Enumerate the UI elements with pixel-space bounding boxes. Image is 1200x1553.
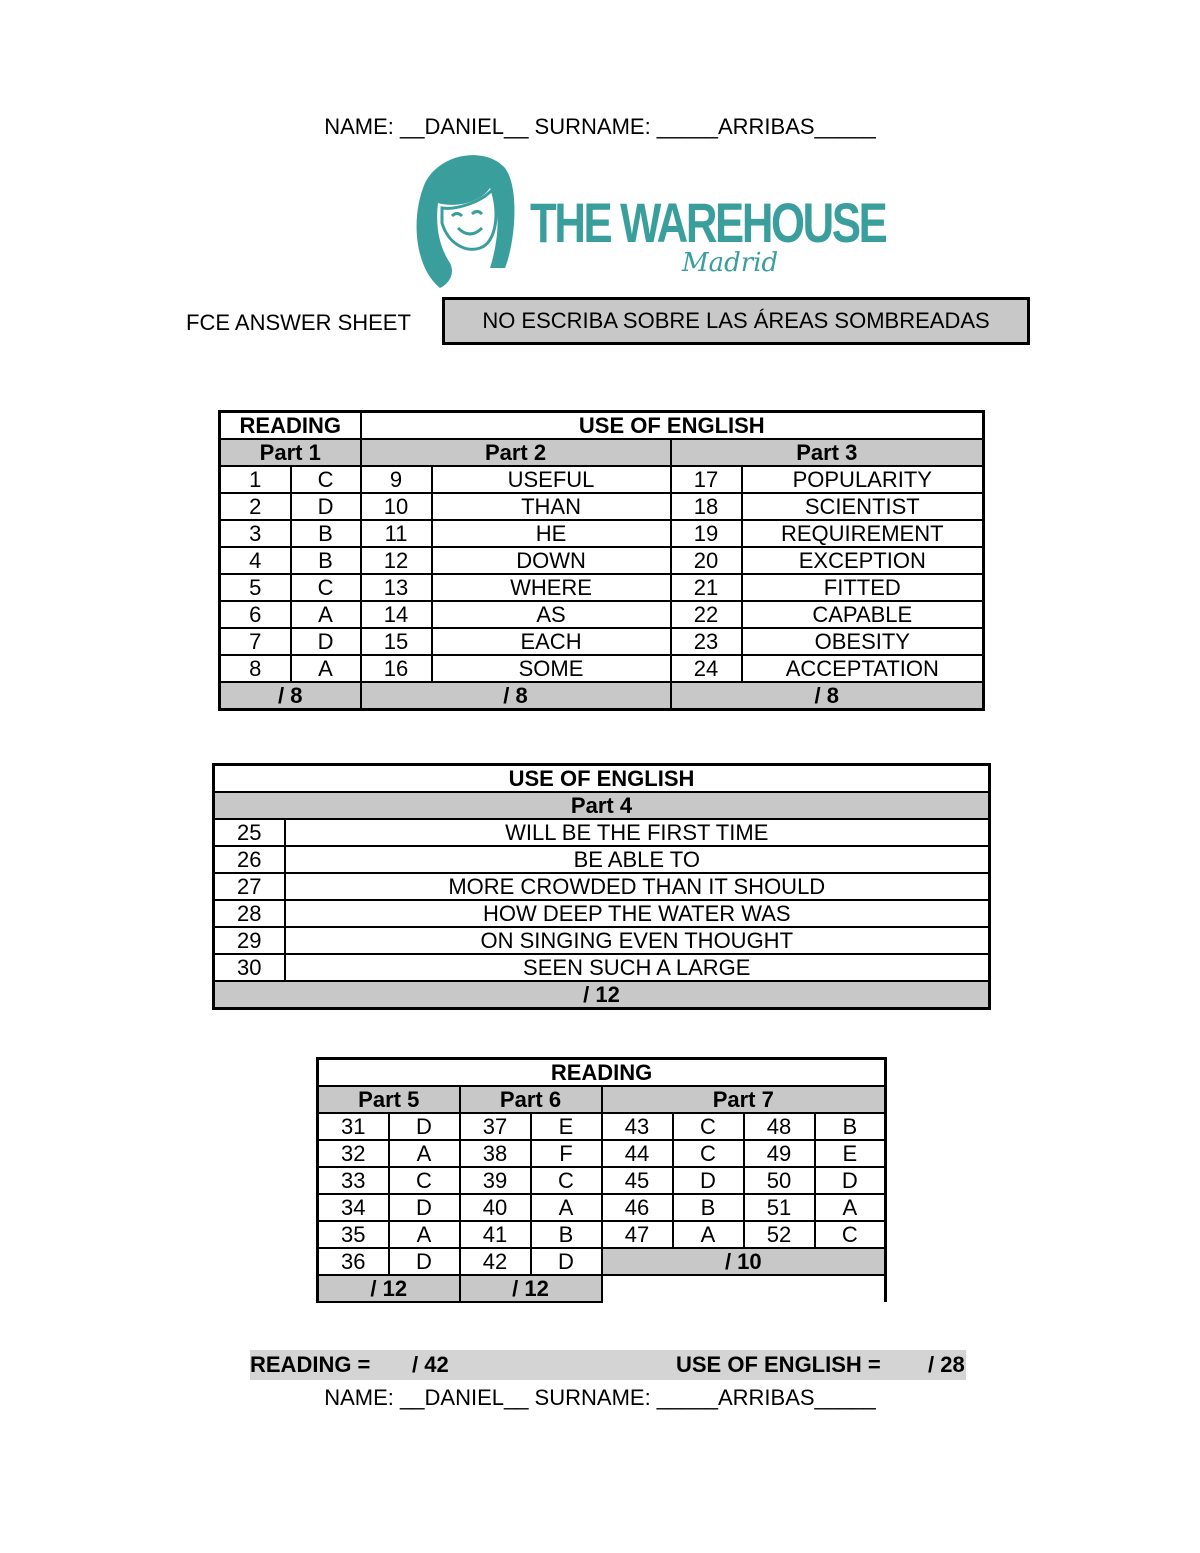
- answer-cell: ON SINGING EVEN THOUGHT: [285, 927, 990, 954]
- question-number: 32: [318, 1140, 389, 1167]
- part5-header: Part 5: [318, 1086, 460, 1113]
- question-number: 36: [318, 1248, 389, 1275]
- answer-cell: OBESITY: [742, 628, 984, 655]
- name-line-bottom: NAME: __DANIEL__ SURNAME: _____ARRIBAS_____: [324, 1385, 876, 1410]
- shaded-area-warning: [442, 297, 1030, 345]
- part5-score: / 12: [318, 1275, 460, 1302]
- question-number: 42: [460, 1248, 531, 1275]
- use-of-english-total-score: / 28: [928, 1352, 965, 1377]
- answer-cell: C: [673, 1113, 744, 1140]
- question-number: 24: [671, 655, 742, 682]
- answer-cell: POPULARITY: [742, 466, 984, 493]
- answer-cell: C: [291, 574, 361, 601]
- table-row: [220, 601, 984, 628]
- question-number: 6: [220, 601, 291, 628]
- question-number: 26: [214, 846, 285, 873]
- answer-cell: SOME: [432, 655, 671, 682]
- table-row: [220, 520, 984, 547]
- answer-cell: D: [531, 1248, 602, 1275]
- question-number: 44: [602, 1140, 673, 1167]
- question-number: 33: [318, 1167, 389, 1194]
- answer-cell: C: [291, 466, 361, 493]
- question-number: 46: [602, 1194, 673, 1221]
- answer-cell: AS: [432, 601, 671, 628]
- total-score-bar: [250, 1350, 966, 1380]
- answer-cell: MORE CROWDED THAN IT SHOULD: [285, 873, 990, 900]
- question-number: 8: [220, 655, 291, 682]
- answer-cell: B: [815, 1113, 886, 1140]
- warning-text: NO ESCRIBA SOBRE LAS ÁREAS SOMBREADAS: [482, 308, 990, 333]
- table-row: [318, 1194, 886, 1221]
- part1-header: Part 1: [220, 439, 361, 466]
- table-row: [220, 466, 984, 493]
- question-number: 22: [671, 601, 742, 628]
- answer-cell: A: [291, 655, 361, 682]
- answer-cell: D: [389, 1194, 460, 1221]
- question-number: 49: [744, 1140, 815, 1167]
- table-row: [214, 819, 990, 846]
- question-number: 40: [460, 1194, 531, 1221]
- question-number: 45: [602, 1167, 673, 1194]
- question-number: 25: [214, 819, 285, 846]
- question-number: 41: [460, 1221, 531, 1248]
- question-number: 27: [214, 873, 285, 900]
- answer-cell: DOWN: [432, 547, 671, 574]
- empty-cell: [602, 1275, 886, 1302]
- answer-cell: EXCEPTION: [742, 547, 984, 574]
- table-row: [214, 873, 990, 900]
- table-row: [318, 1113, 886, 1140]
- answer-cell: HE: [432, 520, 671, 547]
- answer-cell: HOW DEEP THE WATER WAS: [285, 900, 990, 927]
- question-number: 13: [361, 574, 432, 601]
- table-row: [220, 547, 984, 574]
- answer-cell: A: [531, 1194, 602, 1221]
- answer-cell: REQUIREMENT: [742, 520, 984, 547]
- question-number: 7: [220, 628, 291, 655]
- question-number: 35: [318, 1221, 389, 1248]
- question-number: 38: [460, 1140, 531, 1167]
- logo-subtitle: Madrid: [682, 248, 779, 278]
- answer-cell: CAPABLE: [742, 601, 984, 628]
- reading-parts-5-7-table: [316, 1057, 887, 1303]
- table-row: [220, 628, 984, 655]
- table-row: [214, 927, 990, 954]
- part6-header: Part 6: [460, 1086, 602, 1113]
- part3-header: Part 3: [671, 439, 984, 466]
- question-number: 34: [318, 1194, 389, 1221]
- logo-title: THE WAREHOUSE: [530, 191, 886, 254]
- question-number: 18: [671, 493, 742, 520]
- question-number: 4: [220, 547, 291, 574]
- question-number: 1: [220, 466, 291, 493]
- answer-cell: ACCEPTATION: [742, 655, 984, 682]
- question-number: 47: [602, 1221, 673, 1248]
- question-number: 48: [744, 1113, 815, 1140]
- question-number: 20: [671, 547, 742, 574]
- answer-cell: A: [291, 601, 361, 628]
- question-number: 23: [671, 628, 742, 655]
- table-row: [318, 1221, 886, 1248]
- answer-cell: D: [291, 628, 361, 655]
- answer-cell: USEFUL: [432, 466, 671, 493]
- answer-cell: B: [673, 1194, 744, 1221]
- table-row: [214, 846, 990, 873]
- answer-cell: C: [815, 1221, 886, 1248]
- table-row: [220, 574, 984, 601]
- answer-cell: D: [291, 493, 361, 520]
- question-number: 51: [744, 1194, 815, 1221]
- table-row: [318, 1248, 886, 1275]
- question-number: 29: [214, 927, 285, 954]
- reading-header: READING: [318, 1059, 886, 1087]
- question-number: 50: [744, 1167, 815, 1194]
- question-number: 37: [460, 1113, 531, 1140]
- question-number: 21: [671, 574, 742, 601]
- question-number: 10: [361, 493, 432, 520]
- table-row: [220, 655, 984, 682]
- answer-cell: E: [531, 1113, 602, 1140]
- answer-cell: C: [389, 1167, 460, 1194]
- answer-cell: EACH: [432, 628, 671, 655]
- part2-header: Part 2: [361, 439, 671, 466]
- question-number: 15: [361, 628, 432, 655]
- question-number: 17: [671, 466, 742, 493]
- table-row: [214, 954, 990, 981]
- question-number: 39: [460, 1167, 531, 1194]
- question-number: 11: [361, 520, 432, 547]
- answer-cell: WILL BE THE FIRST TIME: [285, 819, 990, 846]
- answer-cell: THAN: [432, 493, 671, 520]
- reading-total-score: / 42: [412, 1352, 449, 1377]
- part4-header: Part 4: [214, 792, 990, 819]
- answer-cell: BE ABLE TO: [285, 846, 990, 873]
- answer-cell: D: [815, 1167, 886, 1194]
- sheet-label: FCE ANSWER SHEET: [186, 310, 411, 335]
- question-number: 5: [220, 574, 291, 601]
- part7-header: Part 7: [602, 1086, 886, 1113]
- answer-cell: C: [673, 1140, 744, 1167]
- name-line-top: NAME: __DANIEL__ SURNAME: _____ARRIBAS_____: [324, 114, 876, 139]
- answer-cell: FITTED: [742, 574, 984, 601]
- answer-cell: B: [291, 547, 361, 574]
- answer-cell: A: [389, 1221, 460, 1248]
- question-number: 12: [361, 547, 432, 574]
- question-number: 3: [220, 520, 291, 547]
- question-number: 19: [671, 520, 742, 547]
- reading-use-of-english-table: [218, 410, 985, 711]
- answer-cell: F: [531, 1140, 602, 1167]
- answer-cell: D: [389, 1113, 460, 1140]
- question-number: 31: [318, 1113, 389, 1140]
- table-row: [318, 1167, 886, 1194]
- girl-face-icon: [410, 148, 520, 298]
- part7-score: / 10: [602, 1248, 886, 1275]
- question-number: 52: [744, 1221, 815, 1248]
- part1-score: / 8: [220, 682, 361, 710]
- answer-cell: WHERE: [432, 574, 671, 601]
- answer-cell: A: [389, 1140, 460, 1167]
- table-row: [318, 1140, 886, 1167]
- answer-cell: A: [815, 1194, 886, 1221]
- question-number: 30: [214, 954, 285, 981]
- table-row: [220, 493, 984, 520]
- question-number: 28: [214, 900, 285, 927]
- warehouse-logo: [410, 148, 886, 298]
- part2-score: / 8: [361, 682, 671, 710]
- question-number: 14: [361, 601, 432, 628]
- answer-cell: SEEN SUCH A LARGE: [285, 954, 990, 981]
- question-number: 43: [602, 1113, 673, 1140]
- answer-cell: B: [531, 1221, 602, 1248]
- answer-cell: C: [531, 1167, 602, 1194]
- question-number: 16: [361, 655, 432, 682]
- table-row: [214, 900, 990, 927]
- use-of-english-header: USE OF ENGLISH: [361, 412, 984, 440]
- answer-cell: SCIENTIST: [742, 493, 984, 520]
- use-of-english-part4-table: [212, 763, 991, 1010]
- answer-cell: E: [815, 1140, 886, 1167]
- reading-header: READING: [220, 412, 361, 440]
- answer-cell: D: [389, 1248, 460, 1275]
- use-of-english-total-label: USE OF ENGLISH =: [676, 1352, 881, 1377]
- answer-cell: B: [291, 520, 361, 547]
- reading-total-label: READING =: [250, 1352, 371, 1377]
- part3-score: / 8: [671, 682, 984, 710]
- part6-score: / 12: [460, 1275, 602, 1302]
- question-number: 2: [220, 493, 291, 520]
- answer-cell: A: [673, 1221, 744, 1248]
- part4-score: / 12: [214, 981, 990, 1009]
- answer-cell: D: [673, 1167, 744, 1194]
- use-of-english-header: USE OF ENGLISH: [214, 765, 990, 793]
- question-number: 9: [361, 466, 432, 493]
